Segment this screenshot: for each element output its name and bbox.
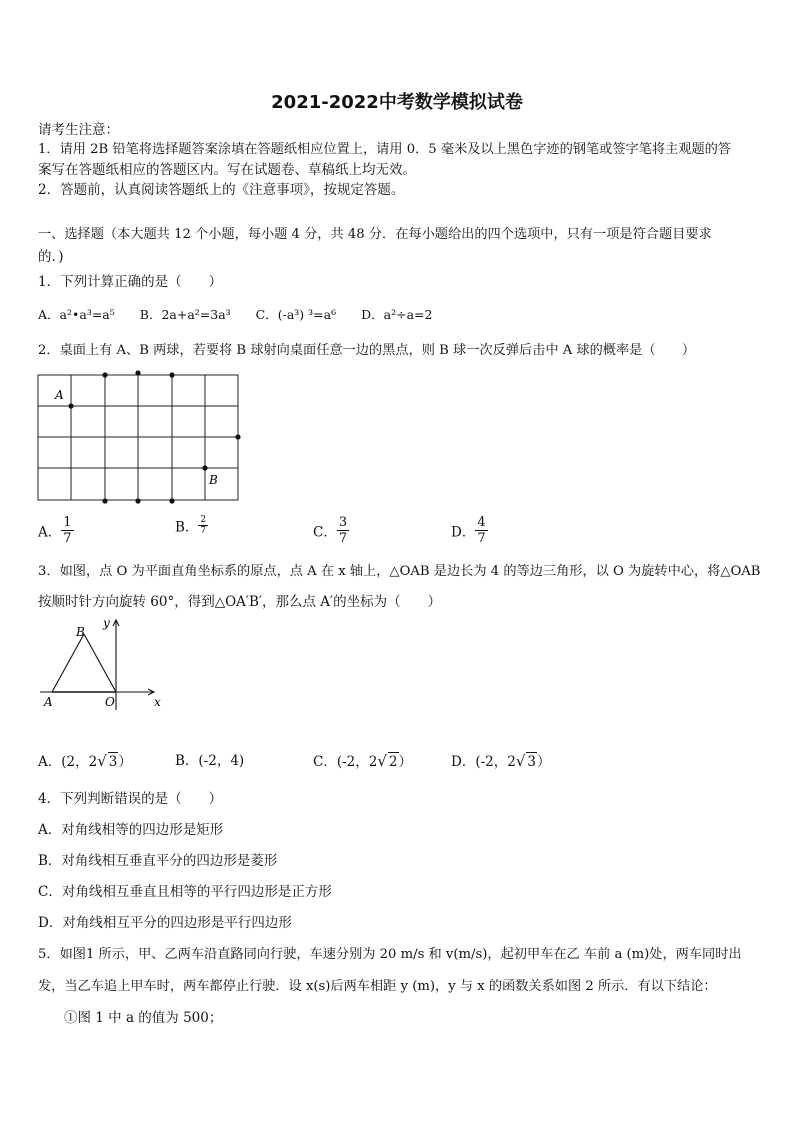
- ball-b-dot: [202, 465, 207, 470]
- question-3-option-d: D．(-2，2√ 3）: [451, 752, 551, 770]
- y-axis-label: y: [103, 616, 110, 630]
- page-title: 2021-2022中考数学模拟试卷: [271, 92, 523, 113]
- billiard-table-grid: [34, 370, 248, 506]
- question-2-option-b: B． $\frac{2}{7}$: [175, 515, 207, 536]
- question-4-option-c: C．对角线相互垂直且相等的平行四边形是正方形: [38, 884, 332, 900]
- ball-a-label: A: [55, 388, 64, 402]
- question-3-option-c: C．(-2，2√ 2）: [313, 752, 412, 770]
- question-5-item-1: ①图 1 中 a 的值为 500；: [64, 1010, 223, 1026]
- notice-line-1: 1．请用 2B 铅笔将选择题答案涂填在答题纸相应位置上，请用 0．5 毫米及以上黑色字迹的钢笔或签字笔将主观题的答: [38, 142, 732, 157]
- point-b-label: B: [76, 625, 85, 639]
- question-3-option-b: B．(-2，4): [175, 753, 245, 769]
- edge-dot: [235, 434, 240, 439]
- coordinate-triangle-figure: [36, 614, 170, 714]
- question-2-option-c: C． $\frac{3}{7}$: [313, 515, 348, 546]
- question-2-option-d: D． $\frac{4}{7}$: [451, 515, 486, 546]
- ball-b-label: B: [209, 473, 218, 487]
- question-5-line-1: 5．如图1 所示，甲、乙两车沿直路同向行驶，车速分别为 20 m/s 和 v(m/s)，起初甲车在乙 车前 a (m)处，两车同时出: [38, 947, 742, 962]
- notice-line-2: 案写在答题纸相应的答题区内。写在试题卷、草稿纸上均无效。: [38, 162, 416, 178]
- x-axis-label: x: [154, 695, 161, 709]
- origin-label: O: [105, 695, 115, 709]
- section-header-line-2: 的．): [38, 249, 64, 265]
- point-a-label: A: [44, 695, 53, 709]
- edge-dot: [169, 372, 174, 377]
- question-1-options: A．a²•a³=a⁵ B．2a+a²=3a³ C．(-a³) ³=a⁶ D．a²÷a=2: [38, 307, 433, 322]
- question-3-option-a: A．(2，2√ 3）: [38, 752, 132, 770]
- notice-heading: 请考生注意：: [38, 122, 119, 138]
- question-1-stem: 1．下列计算正确的是（ ）: [38, 274, 223, 290]
- question-5-line-2: 发，当乙车追上甲车时，两车都停止行驶．设 x(s)后两车相距 y (m)，y 与 x 的函数关系如图 2 所示．有以下结论：: [38, 979, 717, 994]
- question-2-option-a: A． $\frac{1}{7}$: [38, 515, 72, 546]
- edge-dot: [135, 498, 140, 503]
- ball-a-dot: [68, 403, 73, 408]
- question-3-line-1: 3．如图，点 O 为平面直角坐标系的原点，点 A 在 x 轴上，△OAB 是边长为 4 的等边三角形，以 O 为旋转中心，将△OAB: [38, 564, 761, 579]
- question-2-stem: 2．桌面上有 A、B 两球，若要将 B 球射向桌面任意一边的黑点，则 B 球一次反弹后击中 A 球的概率是（ ）: [38, 343, 696, 358]
- question-4-option-b: B．对角线相互垂直平分的四边形是菱形: [38, 853, 278, 869]
- section-header-line-1: 一、选择题（本大题共 12 个小题，每小题 4 分，共 48 分．在每小题给出的四个选项中，只有一项是符合题目要求: [38, 227, 712, 242]
- edge-dot: [135, 370, 140, 375]
- question-4-option-d: D．对角线相互平分的四边形是平行四边形: [38, 915, 292, 931]
- question-3-line-2: 按顺时针方向旋转 60°，得到△OA′B′，那么点 A′的坐标为（ ）: [38, 594, 442, 610]
- edge-dot: [102, 498, 107, 503]
- edge-dot: [169, 498, 174, 503]
- notice-line-3: 2．答题前，认真阅读答题纸上的《注意事项》，按规定答题。: [38, 182, 405, 198]
- edge-dot: [102, 372, 107, 377]
- question-4-option-a: A．对角线相等的四边形是矩形: [38, 822, 224, 838]
- question-4-stem: 4．下列判断错误的是（ ）: [38, 791, 223, 807]
